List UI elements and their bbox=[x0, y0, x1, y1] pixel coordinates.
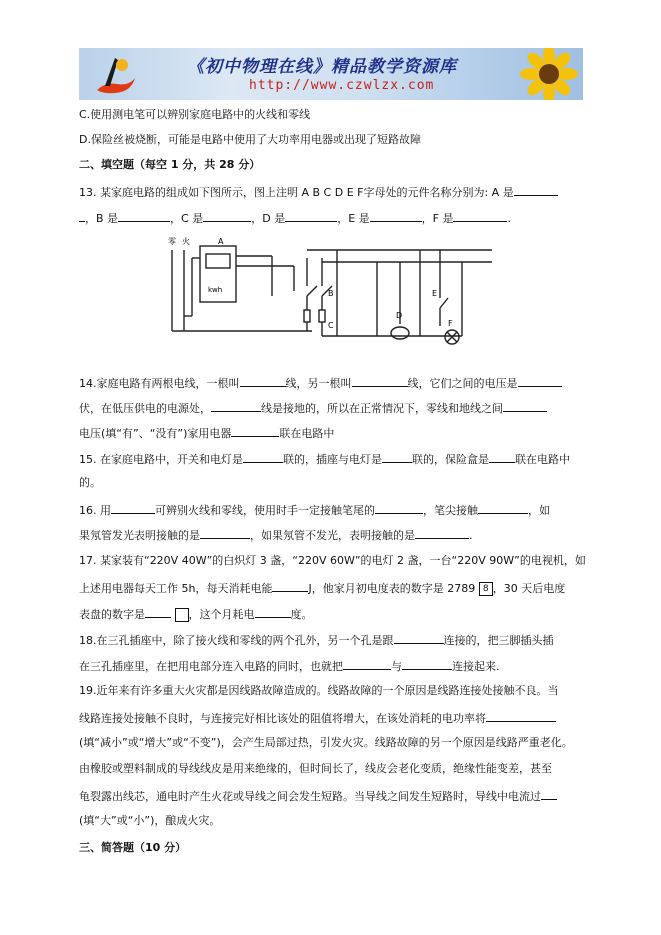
q14-text-2: 线，另一根叫 bbox=[285, 377, 352, 390]
q17-line2 bbox=[79, 580, 565, 596]
q13-blank-c[interactable] bbox=[203, 210, 251, 222]
q13-c-label: ，C 是 bbox=[170, 212, 204, 225]
label-c: C bbox=[328, 321, 334, 330]
q18-text-3: 在三孔插座里，在把用电部分连入电路的同时，也就把 bbox=[79, 660, 343, 673]
q16-blank-3[interactable] bbox=[478, 502, 528, 514]
logo-icon bbox=[91, 52, 139, 96]
q13-line2: ，B 是 ，C 是 ，D 是 ，E 是 ，F 是 . bbox=[79, 210, 511, 226]
q13-e-label: ，E 是 bbox=[337, 212, 370, 225]
q17-blank-1[interactable] bbox=[272, 580, 308, 592]
q17-blank-3[interactable] bbox=[255, 606, 291, 618]
q15-line2: 的。 bbox=[79, 476, 101, 489]
q17-blank-2[interactable] bbox=[145, 606, 171, 618]
q13-blank-f[interactable] bbox=[453, 210, 507, 222]
q18-blank-3[interactable] bbox=[402, 658, 452, 670]
q15-blank-1[interactable] bbox=[243, 451, 283, 463]
q19-blank-1[interactable] bbox=[486, 710, 556, 722]
label-a: A bbox=[218, 237, 224, 246]
q18-text-1: 18.在三孔插座中，除了接火线和零线的两个孔外，另一个孔是跟 bbox=[79, 634, 394, 647]
q15-text-3: 联的，保险盒是 bbox=[412, 453, 489, 466]
q18-text-4: 与 bbox=[391, 660, 402, 673]
q18-text-2: 连接的，把三脚插头插 bbox=[443, 634, 554, 647]
section-2-heading: 二、填空题（每空 1 分，共 28 分） bbox=[79, 158, 261, 171]
banner-url: http://www.czwlzx.com bbox=[249, 78, 435, 93]
sunflower-icon bbox=[509, 48, 579, 100]
q16-line1 bbox=[79, 502, 550, 518]
q16-text-4: ，如 bbox=[528, 504, 550, 517]
q13-text: 13. 某家庭电路的组成如下图所示，图上注明 A B C D E F字母处的元件名称分别为: A 是 bbox=[79, 186, 514, 199]
q19-line6: (填“大”或“小”)，酿成火灾。 bbox=[79, 814, 221, 827]
q17-text-4: 表盘的数字是 bbox=[79, 608, 145, 621]
circuit-diagram bbox=[162, 236, 492, 362]
header-banner bbox=[79, 48, 583, 100]
meter-digit-box: 8 bbox=[479, 582, 493, 596]
q16-blank-5[interactable] bbox=[415, 527, 469, 539]
label-kwh: kwh bbox=[208, 286, 223, 294]
q14-text-1: 14.家庭电路有两根电线，一根叫 bbox=[79, 377, 240, 390]
q16-blank-2[interactable] bbox=[375, 502, 423, 514]
q14-text-6: 电压(填“有”、“没有”)家用电器 bbox=[79, 427, 232, 440]
label-f: F bbox=[448, 319, 453, 328]
q17-line3 bbox=[79, 606, 313, 622]
q13-blank-e[interactable] bbox=[370, 210, 422, 222]
q18-blank-1[interactable] bbox=[394, 632, 444, 644]
q15-text-1: 15. 在家庭电路中，开关和电灯是 bbox=[79, 453, 243, 466]
q13-blank-d[interactable] bbox=[285, 210, 337, 222]
q16-text-5: 果氖管发光表明接触的是 bbox=[79, 529, 200, 542]
q13-blank-b[interactable] bbox=[118, 210, 170, 222]
q14-blank-3[interactable] bbox=[518, 375, 562, 387]
q14-line3 bbox=[79, 425, 334, 441]
q16-line2: 果氖管发光表明接触的是 ，如果氖管不发光，表明接触的是 . bbox=[79, 529, 473, 542]
q17-text-2: J，他家月初电度表的数字是 2789 bbox=[308, 582, 476, 595]
q13-f-label: ，F 是 bbox=[421, 212, 454, 225]
section-3-heading: 三、简答题（10 分） bbox=[79, 841, 187, 854]
q16-blank-4[interactable] bbox=[200, 527, 250, 539]
q18-line2 bbox=[79, 658, 500, 674]
q15-blank-3[interactable] bbox=[489, 451, 515, 463]
q18-line1 bbox=[79, 632, 554, 648]
option-d: D.保险丝被烧断，可能是电路中使用了大功率用电器或出现了短路故障 bbox=[79, 133, 421, 146]
q19-line4: 由橡胶或塑料制成的导线线皮是用来绝缘的，但时间长了，线皮会老化变质，绝缘性能变差，甚至 bbox=[79, 762, 552, 775]
q19-line1: 19.近年来有许多重大火灾都是因线路故障造成的。线路故障的一个原因是线路连接处接触不良。当 bbox=[79, 684, 559, 697]
q13-line1 bbox=[79, 184, 558, 200]
q19-text-2: 线路连接处接触不良时，与连接完好相比该处的阻值将增大，在该处消耗的电功率将 bbox=[79, 712, 486, 725]
label-e: E bbox=[432, 289, 438, 298]
q19-text-5: 龟裂露出线芯，通电时产生火花或导线之间会发生短路。当导线之间发生短路时，导线中电流过 bbox=[79, 790, 541, 803]
banner-title: 《初中物理在线》精品教学资源库 bbox=[187, 57, 457, 77]
q19-line3: (填“减小”或“增大”或“不变”)，会产生局部过热，引发火灾。线路故障的另一个原因是线路严重老化。 bbox=[79, 736, 573, 749]
q18-text-5: 连接起来. bbox=[452, 660, 500, 673]
q14-blank-2[interactable] bbox=[352, 375, 408, 387]
q14-blank-1[interactable] bbox=[240, 375, 286, 387]
label-neutral: 零 bbox=[168, 237, 176, 246]
q17-digit-box[interactable] bbox=[175, 608, 189, 622]
q18-blank-2[interactable] bbox=[343, 658, 391, 670]
q17-text-6: 度。 bbox=[290, 608, 313, 621]
q14-text-3: 线，它们之间的电压是 bbox=[407, 377, 518, 390]
label-b: B bbox=[328, 289, 334, 298]
q14-blank-4[interactable] bbox=[211, 400, 261, 412]
q17-line1: 17. 某家装有“220V 40W”的白炽灯 3 盏，“220V 60W”的电灯 2 盏，一台“220V 90W”的电视机，如 bbox=[79, 554, 586, 567]
q16-text-1: 16. 用 bbox=[79, 504, 111, 517]
q14-text-5: 线是接地的，所以在正常情况下，零线和地线之间 bbox=[261, 402, 503, 415]
q17-text-1: 上述用电器每天工作 5h，每天消耗电能 bbox=[79, 582, 273, 595]
q15-blank-2[interactable] bbox=[382, 451, 412, 463]
option-c: C.使用测电笔可以辨别家庭电路中的火线和零线 bbox=[79, 108, 311, 121]
q17-text-5: ，这个月耗电 bbox=[188, 608, 255, 621]
q13-b-label: ，B 是 bbox=[85, 212, 119, 225]
q15-text-4: 联在电路中 bbox=[515, 453, 570, 466]
q17-text-3: ，30 天后电度 bbox=[492, 582, 566, 595]
q14-line1 bbox=[79, 375, 562, 391]
q13-d-label: ，D 是 bbox=[251, 212, 286, 225]
q14-text-4: 伏，在低压供电的电源处， bbox=[79, 402, 211, 415]
q16-text-3: ，笔尖接触 bbox=[423, 504, 478, 517]
q13-blank-a[interactable] bbox=[514, 184, 558, 196]
q16-text-6: ，如果氖管不发光，表明接触的是 bbox=[250, 529, 415, 542]
q16-blank-1[interactable] bbox=[111, 502, 155, 514]
label-live: 火 bbox=[182, 237, 190, 246]
q16-text-2: 可辨别火线和零线，使用时手一定接触笔尾的 bbox=[155, 504, 375, 517]
q15-line1 bbox=[79, 451, 570, 467]
label-d: D bbox=[396, 311, 403, 320]
q19-line5 bbox=[79, 788, 557, 804]
q15-text-2: 联的，插座与电灯是 bbox=[283, 453, 382, 466]
q14-text-7: 联在电路中 bbox=[279, 427, 335, 440]
q14-line2 bbox=[79, 400, 547, 416]
q14-blank-6[interactable] bbox=[231, 425, 279, 437]
q19-line2 bbox=[79, 710, 556, 726]
q19-blank-2[interactable] bbox=[541, 788, 557, 800]
q14-blank-5[interactable] bbox=[503, 400, 547, 412]
